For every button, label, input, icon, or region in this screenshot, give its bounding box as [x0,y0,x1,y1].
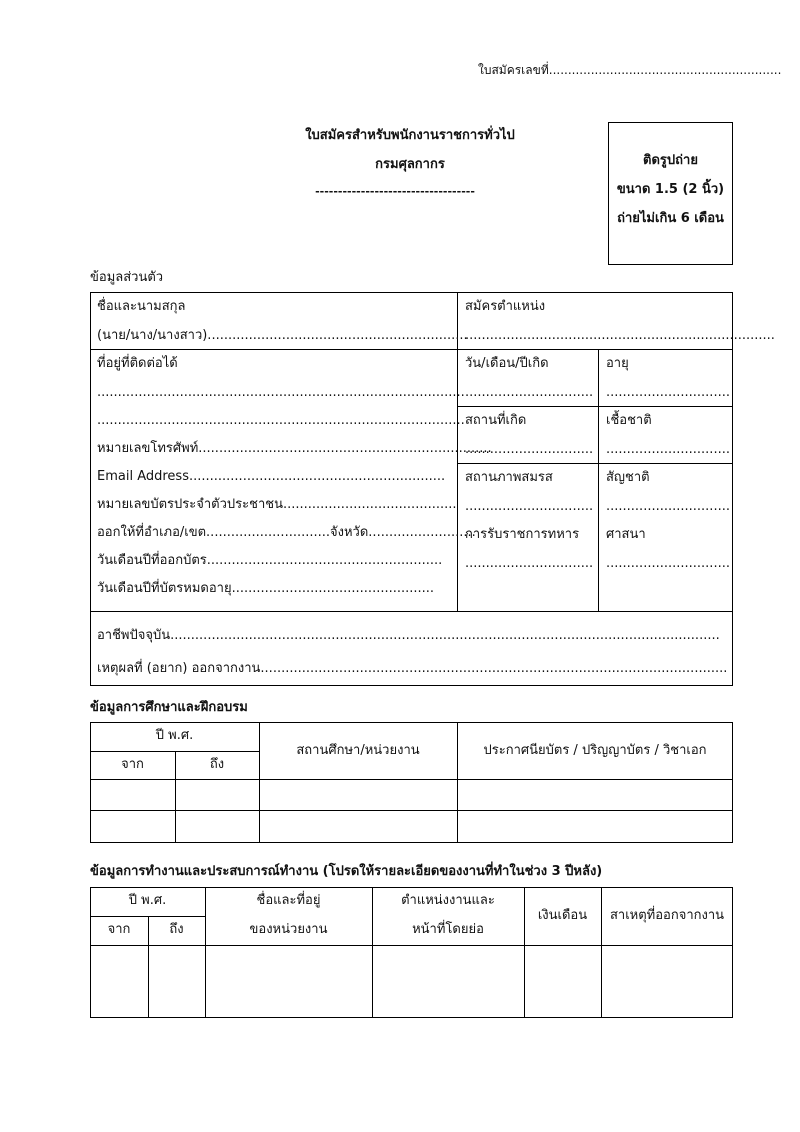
nationality-label: สัญชาติ [606,470,650,485]
position-field[interactable]: ........................................................................... [465,328,775,343]
col-divider [598,349,599,611]
work-org-header-2: ของหน่วยงาน [249,922,328,937]
id-card-field[interactable]: หมายเลขบัตรประจำตัวประชาชน.......................................... [97,497,457,512]
race-label: เชื้อชาติ [606,413,652,428]
work-position-header-2: หน้าที่โดยย่อ [412,922,484,937]
birthplace-field[interactable]: ............................... [465,442,594,457]
personal-section-title: ข้อมูลส่วนตัว [90,270,164,285]
religion-label: ศาสนา [606,527,646,542]
edu-year-header: ปี พ.ศ. [155,728,194,743]
work-position-header-1: ตำแหน่งงานและ [401,893,495,908]
race-field[interactable]: .............................. [606,442,730,457]
issue-date-field[interactable]: วันเดือนปีที่ออกบัตร......................................................... [97,553,443,568]
edu-from-header: จาก [121,757,144,772]
photo-line-2: ขนาด 1.5 (2 นิ้ว) [616,182,725,197]
title-underline: ----------------------------------- [315,185,475,198]
photo-line-3: ถ่ายไม่เกิน 6 เดือน [617,211,724,226]
military-label: การรับราชการทหาร [465,527,580,542]
edu-institution-header: สถานศึกษา/หน่วยงาน [296,743,420,758]
leave-reason-field[interactable]: เหตุผลที่ (อยาก) ออกจากงาน................................................................................................................. [97,661,728,676]
religion-field[interactable]: .............................. [606,556,730,571]
row-divider [90,810,733,811]
name-label: ชื่อและนามสกุล [97,299,186,314]
address-field-2[interactable]: ......................................................................................... [97,413,465,428]
col-divider [601,887,602,1018]
row-divider [90,779,733,780]
edu-to-header: ถึง [209,757,225,772]
expiry-date-field[interactable]: วันเดือนปีที่บัตรหมดอายุ................................................. [97,581,435,596]
row-divider [90,349,733,350]
work-section-title: ข้อมูลการทำงานและประสบการณ์ทำงาน (โปรดให้รายละเอียดของงานที่ทำในช่วง 3 ปีหลัง) [90,864,603,879]
birthplace-label: สถานที่เกิด [465,413,527,428]
education-section-title: ข้อมูลการศึกษาและฝึกอบรม [90,700,248,715]
dob-label: วัน/เดือน/ปีเกิด [465,356,549,371]
phone-field[interactable]: หมายเลขโทรศัพท์....................................................................... [97,441,492,456]
issued-at-field[interactable]: ออกให้ที่อำเภอ/เขต..............................จังหวัด.......................... [97,525,476,540]
form-title: ใบสมัครสำหรับพนักงานราชการทั่วไป [305,128,515,143]
address-label: ที่อยู่ที่ติดต่อได้ [97,356,178,371]
department-name: กรมศุลกากร [375,157,445,172]
col-divider [524,887,525,1018]
position-label: สมัครตำแหน่ง [465,299,546,314]
col-divider [259,722,260,843]
marital-label: สถานภาพสมรส [465,470,553,485]
age-label: อายุ [606,356,629,371]
name-field[interactable]: (นาย/นาง/นางสาว)............................................................... [97,328,468,343]
form-number[interactable]: ใบสมัครเลขที่............................................................. [478,63,782,77]
photo-line-1: ติดรูปถ่าย [643,153,698,168]
work-org-header-1: ชื่อและที่อยู่ [256,893,321,908]
row-divider [90,945,733,946]
dob-field[interactable]: ............................... [465,385,594,400]
photo-box[interactable] [608,122,733,265]
marital-field[interactable]: ............................... [465,499,594,514]
email-field[interactable]: Email Address.............................................................. [97,469,446,484]
work-year-header: ปี พ.ศ. [128,893,167,908]
work-salary-header: เงินเดือน [537,908,588,923]
row-divider [457,406,733,407]
work-to-header: ถึง [169,922,184,937]
military-field[interactable]: ............................... [465,556,594,571]
age-field[interactable]: .............................. [606,385,730,400]
col-divider [457,722,458,843]
edu-certificate-header: ประกาศนียบัตร / ปริญญาบัตร / วิชาเอก [483,743,707,758]
occupation-field[interactable]: อาชีพปัจจุบัน..................................................................................................................................... [97,628,720,643]
row-divider [90,611,733,612]
nationality-field[interactable]: .............................. [606,499,730,514]
personal-table-border [90,292,775,686]
address-field-1[interactable]: ......................................................................................... [97,385,465,400]
work-from-header: จาก [107,922,131,937]
work-leave-reason-header: สาเหตุที่ออกจากงาน [609,908,725,923]
row-divider [457,463,733,464]
